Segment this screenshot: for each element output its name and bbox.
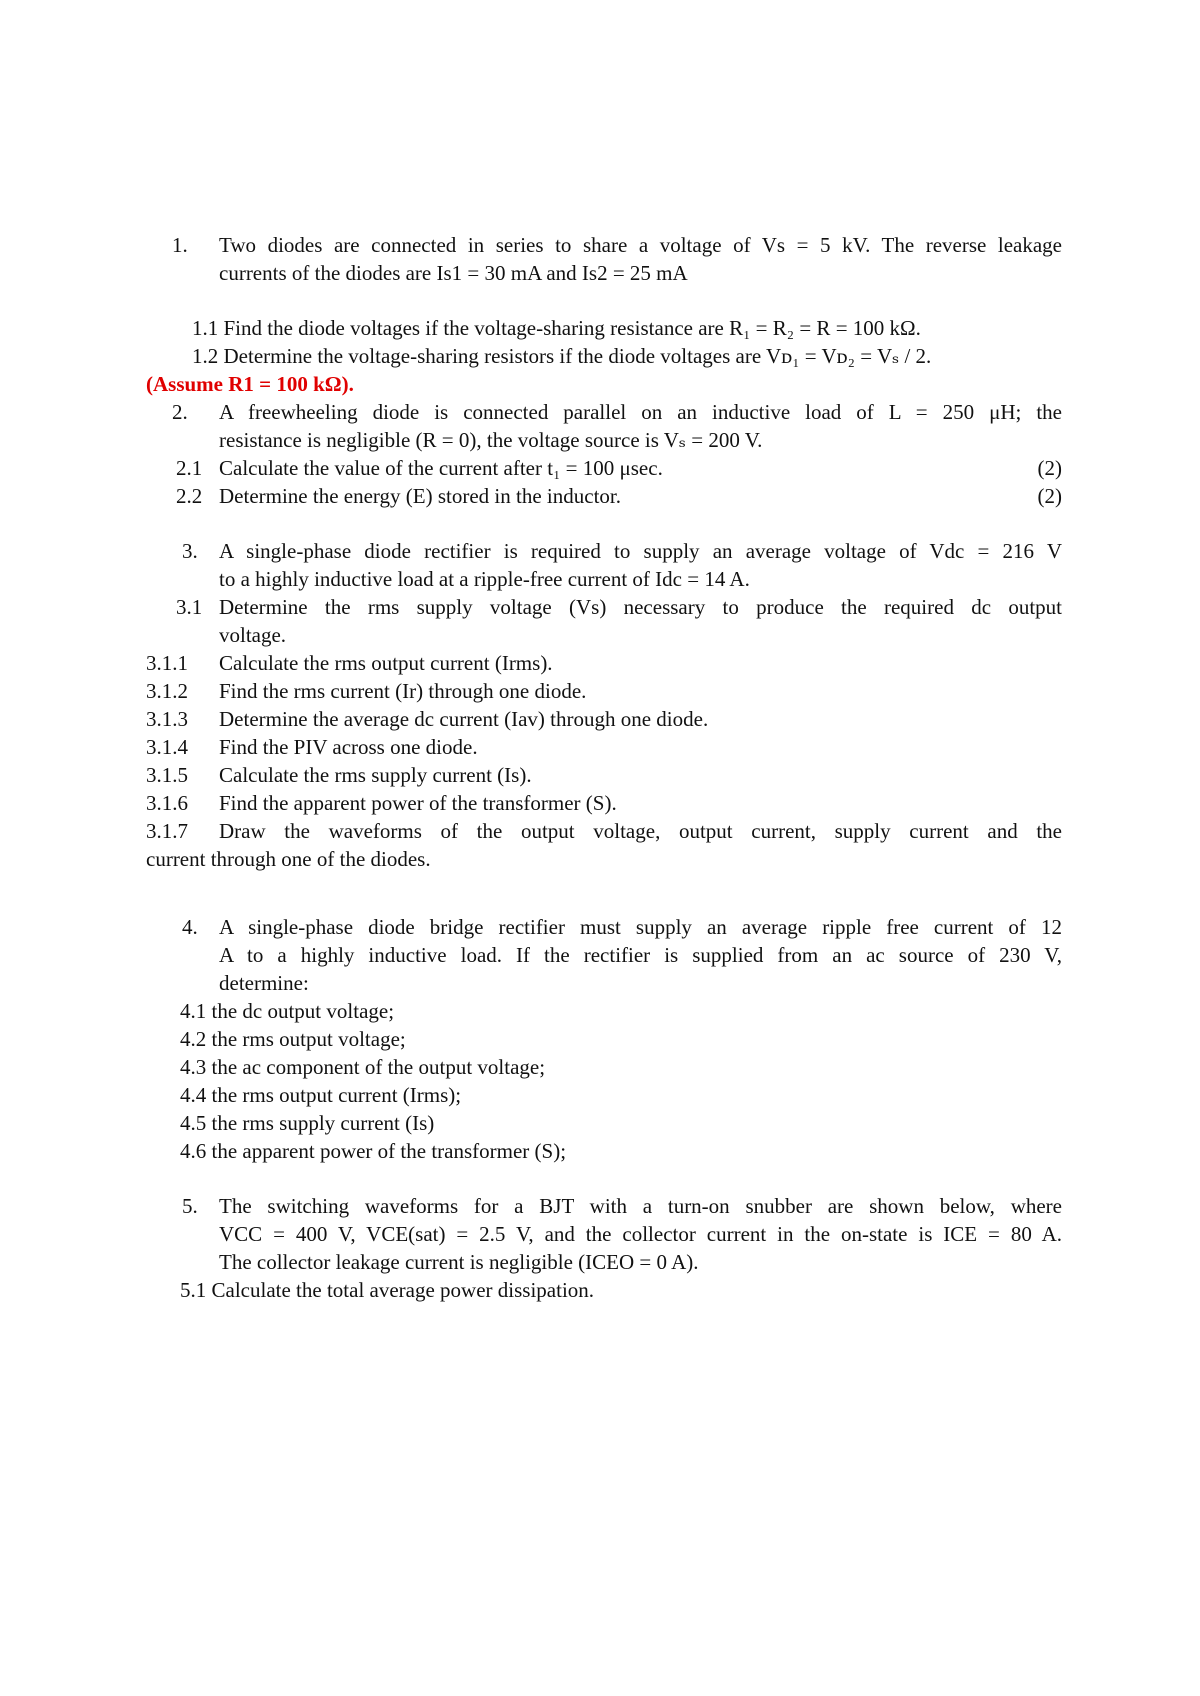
q3-item-text: Determine the average dc current (Iav) through one diode. <box>219 707 709 731</box>
q4-number: 4. <box>182 915 198 939</box>
q4-item: 4.3 the ac component of the output voltage; <box>180 1055 546 1079</box>
q3-item-number: 3.1.1 <box>146 651 188 675</box>
q2-sub-1-marks: (2) <box>1037 456 1062 480</box>
q5-line-1: The switching waveforms for a BJT with a turn-on snubber are shown below, where <box>219 1194 1062 1218</box>
q3-sub-1-line-1: Determine the rms supply voltage (Vs) necessary to produce the required dc output <box>219 595 1062 619</box>
q3-item-number: 3.1.5 <box>146 763 188 787</box>
q3-item-text: Find the apparent power of the transformer (S). <box>219 791 617 815</box>
q2-sub-1-number: 2.1 <box>176 456 203 480</box>
q1-line-1: Two diodes are connected in series to share a voltage of Vs = 5 kV. The reverse leakage <box>219 233 1062 257</box>
q1-sub-2: 1.2 Determine the voltage-sharing resistors if the diode voltages are Vᴅ₁ = Vᴅ₂ = Vₛ / 2. <box>192 344 932 368</box>
q2-line-2: resistance is negligible (R = 0), the voltage source is Vₛ = 200 V. <box>219 428 763 452</box>
q4-item: 4.4 the rms output current (Irms); <box>180 1083 462 1107</box>
q4-item: 4.2 the rms output voltage; <box>180 1027 406 1051</box>
q3-item-text: Find the PIV across one diode. <box>219 735 478 759</box>
q1-sub-1: 1.1 Find the diode voltages if the voltage-sharing resistance are R₁ = R₂ = R = 100 kΩ. <box>192 316 921 340</box>
q4-item: 4.6 the apparent power of the transformer (S); <box>180 1139 567 1163</box>
q3-line-2: to a highly inductive load at a ripple-free current of Idc = 14 A. <box>219 567 750 591</box>
q2-sub-1: Calculate the value of the current after t₁ = 100 μsec. <box>219 456 663 480</box>
q3-sub-1-number: 3.1 <box>176 595 203 619</box>
q3-item-text: Find the rms current (Ir) through one diode. <box>219 679 587 703</box>
q3-item-number: 3.1.4 <box>146 735 188 759</box>
q4-line-3: determine: <box>219 971 309 995</box>
q4-item: 4.1 the dc output voltage; <box>180 999 395 1023</box>
q1-assumption: (Assume R1 = 100 kΩ). <box>146 372 354 396</box>
q2-sub-2-marks: (2) <box>1037 484 1062 508</box>
q3-item-number: 3.1.3 <box>146 707 188 731</box>
q3-item-text: Calculate the rms supply current (Is). <box>219 763 532 787</box>
q3-sub-1-line-2: voltage. <box>219 623 287 647</box>
q4-line-1: A single-phase diode bridge rectifier must supply an average ripple free current of 12 <box>219 915 1062 939</box>
q1-number: 1. <box>172 233 188 257</box>
q3-line-1: A single-phase diode rectifier is required to supply an average voltage of Vdc = 216 V <box>219 539 1062 563</box>
q5-line-2: VCC = 400 V, VCE(sat) = 2.5 V, and the collector current in the on-state is ICE = 80 A. <box>219 1222 1062 1246</box>
q3-number: 3. <box>182 539 198 563</box>
q3-item-number: 3.1.2 <box>146 679 188 703</box>
q3-item-text: Calculate the rms output current (Irms). <box>219 651 553 675</box>
q4-item: 4.5 the rms supply current (Is) <box>180 1111 435 1135</box>
q2-number: 2. <box>172 400 188 424</box>
q1-line-2: currents of the diodes are Is1 = 30 mA and Is2 = 25 mA <box>219 261 688 285</box>
q2-sub-2-number: 2.2 <box>176 484 203 508</box>
q5-line-3: The collector leakage current is negligible (ICEO = 0 A). <box>219 1250 699 1274</box>
q5-sub-1: 5.1 Calculate the total average power dissipation. <box>180 1278 595 1302</box>
q2-sub-2: Determine the energy (E) stored in the inductor. <box>219 484 621 508</box>
q3-last-line: current through one of the diodes. <box>146 847 431 871</box>
q4-line-2: A to a highly inductive load. If the rectifier is supplied from an ac source of 230 V, <box>219 943 1062 967</box>
q5-number: 5. <box>182 1194 198 1218</box>
q2-line-1: A freewheeling diode is connected parallel on an inductive load of L = 250 μH; the <box>219 400 1062 424</box>
q3-item-number: 3.1.7 <box>146 819 188 843</box>
q3-item-number: 3.1.6 <box>146 791 188 815</box>
q3-item-text: Draw the waveforms of the output voltage, output current, supply current and the <box>219 819 1062 843</box>
